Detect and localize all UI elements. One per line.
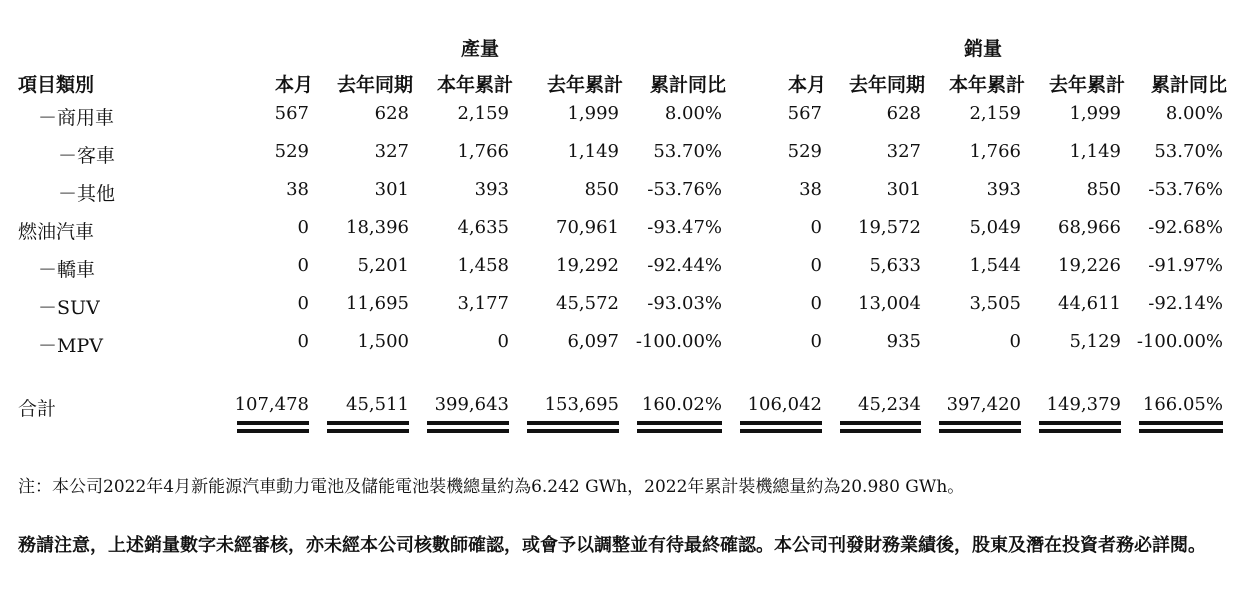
table-cell: 53.70% [1154, 141, 1223, 162]
column-header: 本月 [787, 74, 826, 96]
row-label: －客車 [58, 145, 116, 167]
double-underline [1039, 421, 1121, 433]
table-cell: 1,149 [567, 141, 619, 162]
item-category-header: 項目類別 [18, 74, 95, 96]
double-underline [939, 421, 1021, 433]
row-label: －MPV [38, 335, 103, 357]
total-cell: 153,695 [544, 394, 619, 415]
table-cell: 19,572 [858, 217, 921, 238]
double-underline [740, 421, 822, 433]
table-cell: 0 [810, 293, 822, 314]
row-label: 燃油汽車 [18, 221, 95, 243]
table-cell: 44,611 [1058, 293, 1121, 314]
row-label: －商用車 [38, 107, 115, 129]
table-cell: 628 [374, 103, 409, 124]
total-cell: 160.02% [641, 394, 722, 415]
table-cell: 19,226 [1058, 255, 1121, 276]
table-cell: -92.14% [1148, 293, 1223, 314]
table-cell: 3,505 [969, 293, 1021, 314]
table-cell: 393 [986, 179, 1021, 200]
table-cell: 68,966 [1058, 217, 1121, 238]
row-label: －SUV [38, 297, 100, 319]
table-cell: -92.44% [647, 255, 722, 276]
table-cell: 1,500 [357, 331, 409, 352]
table-cell: 2,159 [969, 103, 1021, 124]
table-cell: -100.00% [1136, 331, 1223, 352]
table-cell: 327 [886, 141, 921, 162]
column-header: 累計同比 [649, 74, 726, 96]
table-cell: 38 [286, 179, 309, 200]
total-cell: 45,234 [858, 394, 921, 415]
table-cell: 0 [297, 255, 309, 276]
table-cell: 1,458 [457, 255, 509, 276]
table-cell: 5,129 [1069, 331, 1121, 352]
total-cell: 107,478 [234, 394, 309, 415]
total-label: 合計 [18, 398, 57, 420]
table-cell: 1,766 [457, 141, 509, 162]
row-label: －其他 [58, 183, 116, 205]
table-cell: -53.76% [647, 179, 722, 200]
table-cell: 0 [297, 217, 309, 238]
double-underline [637, 421, 722, 433]
table-cell: 5,633 [869, 255, 921, 276]
group-header-sales: 銷量 [963, 38, 1003, 60]
column-header: 去年同期 [336, 74, 413, 96]
table-cell: 0 [1009, 331, 1021, 352]
table-cell: 0 [297, 293, 309, 314]
row-label: －轎車 [38, 259, 96, 281]
table-cell: 11,695 [346, 293, 409, 314]
table-cell: 0 [297, 331, 309, 352]
table-cell: 0 [810, 331, 822, 352]
table-cell: 0 [810, 217, 822, 238]
table-cell: -53.76% [1148, 179, 1223, 200]
table-cell: 6,097 [567, 331, 619, 352]
table-cell: -92.68% [1148, 217, 1223, 238]
table-cell: -100.00% [635, 331, 722, 352]
table-cell: -93.03% [647, 293, 722, 314]
table-cell: 2,159 [457, 103, 509, 124]
table-cell: 935 [886, 331, 921, 352]
footnote: 注：本公司2022年4月新能源汽車動力電池及儲能電池裝機總量約為6.242 GWh，2022年累計裝機總量約為20.980 GWh。 [18, 477, 965, 497]
double-underline [527, 421, 619, 433]
table-cell: 1,149 [1069, 141, 1121, 162]
table-cell: 4,635 [457, 217, 509, 238]
table-cell: 850 [1086, 179, 1121, 200]
table-cell: 53.70% [653, 141, 722, 162]
table-cell: 13,004 [858, 293, 921, 314]
double-underline [427, 421, 509, 433]
table-cell: 8.00% [1165, 103, 1223, 124]
table-cell: 19,292 [556, 255, 619, 276]
table-cell: 18,396 [346, 217, 409, 238]
table-cell: 1,544 [969, 255, 1021, 276]
table-cell: 327 [374, 141, 409, 162]
table-cell: 8.00% [664, 103, 722, 124]
double-underline [237, 421, 309, 433]
table-cell: 628 [886, 103, 921, 124]
table-cell: -93.47% [647, 217, 722, 238]
column-header: 累計同比 [1150, 74, 1227, 96]
total-cell: 149,379 [1046, 394, 1121, 415]
table-cell: 301 [886, 179, 921, 200]
table-cell: 0 [497, 331, 509, 352]
table-cell: 1,999 [1069, 103, 1121, 124]
table-cell: 5,201 [357, 255, 409, 276]
double-underline [840, 421, 921, 433]
column-header: 去年同期 [848, 74, 925, 96]
column-header: 本月 [274, 74, 313, 96]
column-header: 本年累計 [948, 74, 1025, 96]
total-cell: 397,420 [946, 394, 1021, 415]
table-cell: 1,999 [567, 103, 619, 124]
total-cell: 45,511 [346, 394, 409, 415]
table-cell: 5,049 [969, 217, 1021, 238]
table-cell: 0 [810, 255, 822, 276]
table-cell: 1,766 [969, 141, 1021, 162]
table-cell: 301 [374, 179, 409, 200]
total-cell: 399,643 [434, 394, 509, 415]
table-cell: 529 [274, 141, 309, 162]
audit-warning: 務請注意，上述銷量數字未經審核，亦未經本公司核數師確認，或會予以調整並有待最終確認。本公司刊發財務業績後，股東及潛在投資者務必詳閱。 [18, 535, 1206, 556]
table-cell: 567 [274, 103, 309, 124]
table-cell: 850 [584, 179, 619, 200]
double-underline [1139, 421, 1223, 433]
table-cell: 529 [787, 141, 822, 162]
column-header: 去年累計 [546, 74, 623, 96]
table-cell: 45,572 [556, 293, 619, 314]
table-cell: 567 [787, 103, 822, 124]
table-cell: 38 [799, 179, 822, 200]
table-cell: 70,961 [556, 217, 619, 238]
table-cell: 393 [474, 179, 509, 200]
table-cell: -91.97% [1148, 255, 1223, 276]
group-header-production: 產量 [460, 38, 500, 60]
total-cell: 106,042 [747, 394, 822, 415]
column-header: 去年累計 [1048, 74, 1125, 96]
double-underline [327, 421, 409, 433]
total-cell: 166.05% [1142, 394, 1223, 415]
table-cell: 3,177 [457, 293, 509, 314]
column-header: 本年累計 [436, 74, 513, 96]
